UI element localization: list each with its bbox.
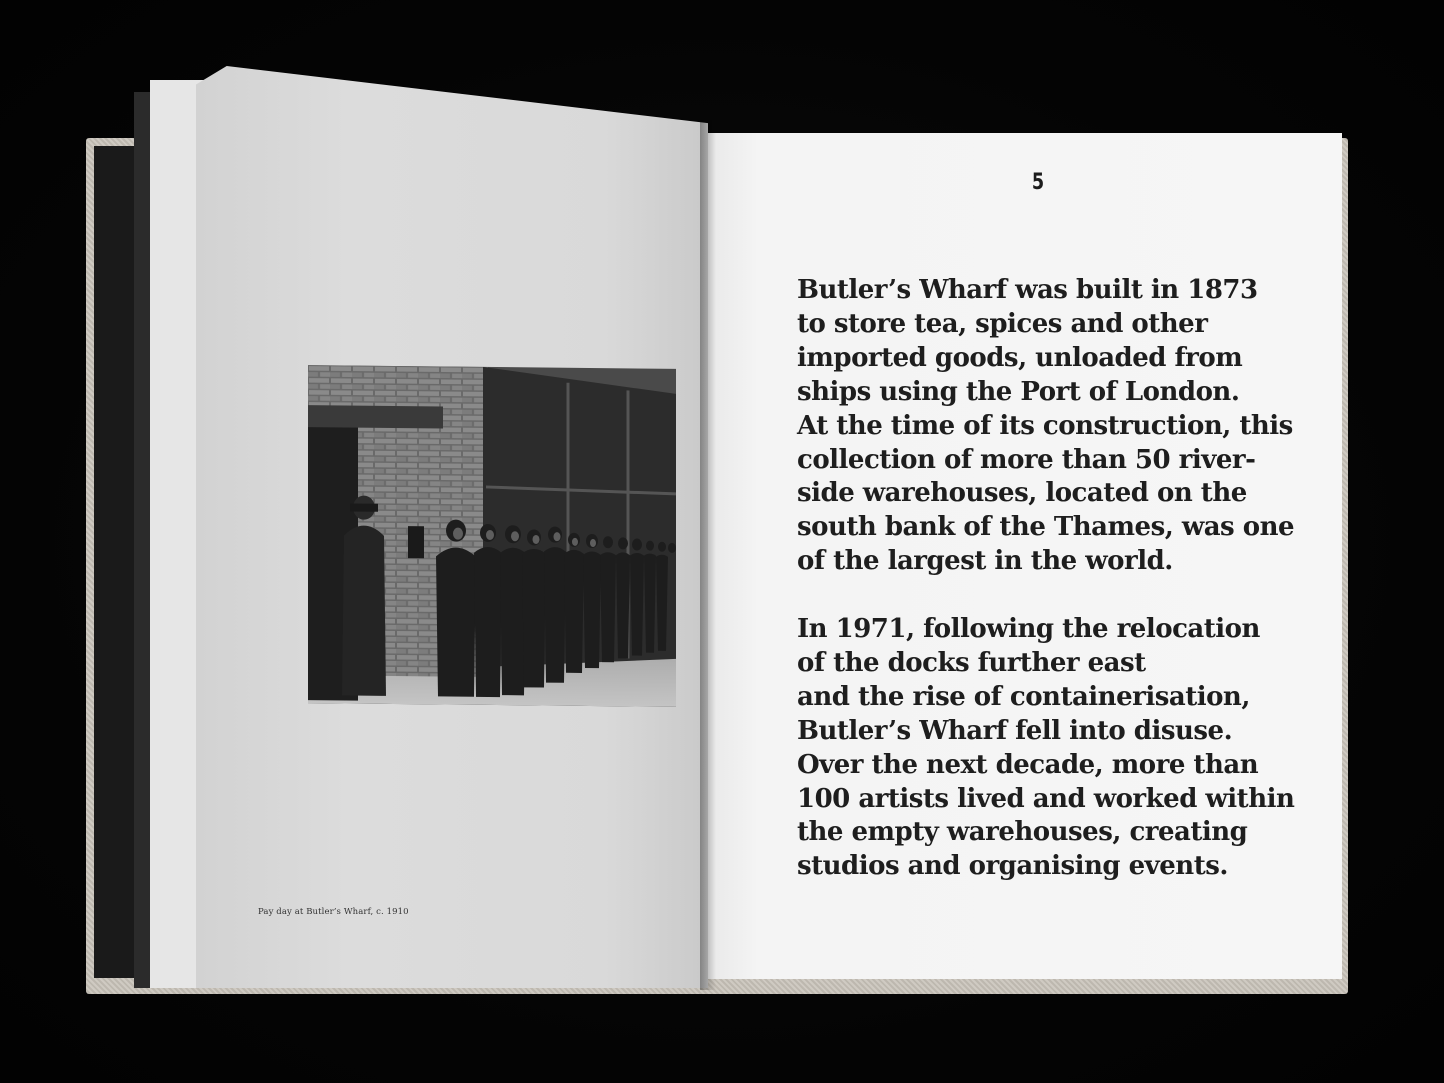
body-paragraph-1: Butler’s Wharf was built in 1873 to store tea, spices and other imported goods, unloaded from ships using the Port of London. At the time of its construction, this collection of more than 50 river- side warehouses, located on the south bank of the Thames, was one of the largest in the world. (797, 275, 1295, 577)
photo-caption: Pay day at Butler’s Wharf, c. 1910 (258, 907, 409, 917)
archival-photo-image (308, 365, 676, 707)
body-paragraph-2: In 1971, following the relocation of the docks further east and the rise of containerisation, Butler’s Wharf fell into disuse. Over the next decade, more than 100 artists lived and worked within the empty warehouses, creating studios and organising events. (797, 614, 1295, 882)
archival-photo (308, 365, 676, 707)
page-number: 5 (1031, 170, 1045, 195)
book-spine-shadow (700, 120, 716, 990)
